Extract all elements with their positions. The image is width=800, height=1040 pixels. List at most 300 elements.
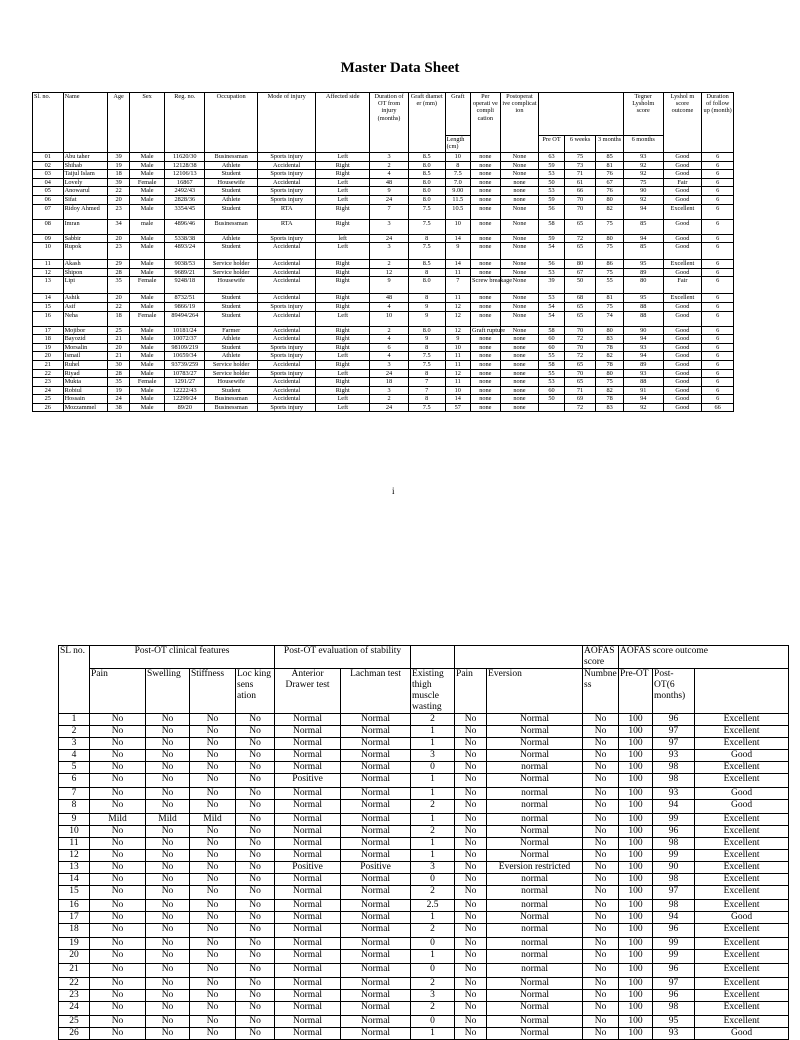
table-cell: 96	[653, 826, 695, 838]
table-cell: Right	[316, 343, 370, 352]
table-cell: Left	[316, 352, 370, 361]
table-cell: 6	[702, 294, 734, 303]
table-cell: 3	[370, 386, 409, 395]
table-cell: 3354/45	[165, 204, 205, 219]
table-cell: Male	[129, 243, 165, 260]
table-cell: 7	[370, 204, 409, 219]
table-cell: No	[455, 850, 487, 862]
table-cell: 55	[539, 369, 564, 378]
table-cell: 29	[108, 260, 129, 269]
table-cell: Excellent	[663, 294, 702, 303]
table-cell: Sports injury	[258, 352, 316, 361]
table-cell: none	[471, 343, 501, 352]
table-cell: 2	[370, 395, 409, 404]
table-cell: 6	[702, 161, 734, 170]
table-cell: Left	[316, 187, 370, 196]
table-row	[59, 990, 789, 1002]
table-cell: none	[471, 268, 501, 277]
table-cell: No	[583, 886, 619, 900]
table-row	[33, 395, 734, 404]
table-cell: 22	[108, 187, 129, 196]
table-cell: none	[500, 395, 539, 404]
table-cell: 72	[564, 403, 596, 412]
table-cell: 91	[623, 386, 663, 395]
table-row	[33, 343, 734, 352]
table-cell: 5	[59, 762, 90, 774]
table-cell: Normal	[275, 788, 341, 800]
table-cell: 8	[445, 161, 470, 170]
table-cell: Male	[129, 326, 165, 335]
table-cell: 97	[653, 726, 695, 738]
table-cell: 100	[619, 1016, 653, 1028]
table-cell: 94	[623, 395, 663, 404]
table-cell: 1	[411, 774, 455, 788]
table-cell: 0	[411, 874, 455, 886]
table-cell: 53	[539, 170, 564, 179]
table-cell: Male	[129, 234, 165, 243]
table-cell: normal	[487, 924, 583, 938]
table-cell: No	[90, 826, 146, 838]
table-cell: 8	[408, 369, 445, 378]
header-duration: Duration of OT from injury (months)	[370, 93, 409, 153]
table-cell: No	[455, 1016, 487, 1028]
table-cell: 1	[411, 838, 455, 850]
table-cell: 8	[408, 294, 445, 303]
table-cell: Athlete	[205, 335, 258, 344]
table-cell: 16	[59, 900, 90, 912]
table-cell: none	[471, 153, 501, 162]
table-cell: 6	[702, 360, 734, 369]
table-cell: 94	[623, 352, 663, 361]
table-cell: Male	[129, 369, 165, 378]
table-cell: 90	[623, 326, 663, 335]
table-cell: 80	[596, 234, 624, 243]
table-row	[59, 874, 789, 886]
table-cell: 75	[596, 302, 624, 311]
table-cell: Asif	[63, 302, 108, 311]
table-row	[59, 950, 789, 964]
table-cell: none	[471, 378, 501, 387]
table-cell: 60	[539, 343, 564, 352]
table-cell: 21	[108, 352, 129, 361]
table-row	[59, 886, 789, 900]
table-cell: No	[455, 938, 487, 950]
table-cell: Normal	[275, 924, 341, 938]
header-follow: Duration of follow up (month)	[702, 93, 734, 153]
table-cell: 8.0	[408, 277, 445, 294]
table-cell: 83	[596, 403, 624, 412]
table-cell: Normal	[275, 850, 341, 862]
table-cell: No	[583, 938, 619, 950]
table-cell: 25	[108, 326, 129, 335]
table-cell: 17	[33, 326, 64, 335]
table-cell: 59	[539, 234, 564, 243]
table-row	[59, 1002, 789, 1016]
table-cell: No	[146, 850, 190, 862]
table-row	[59, 938, 789, 950]
table-cell: No	[455, 726, 487, 738]
table-cell: 97	[653, 886, 695, 900]
table-cell: none	[500, 178, 539, 187]
table-cell: Normal	[341, 978, 411, 990]
table-cell: No	[455, 1028, 487, 1040]
table-cell: Normal	[487, 1028, 583, 1040]
table-cell: none	[471, 302, 501, 311]
table-cell: 100	[619, 714, 653, 726]
table-cell: None	[500, 234, 539, 243]
table-cell: 10	[370, 311, 409, 326]
table-cell: Normal	[487, 850, 583, 862]
table-cell: 14	[33, 294, 64, 303]
table-cell: normal	[487, 900, 583, 912]
table-cell: No	[190, 714, 236, 726]
table-cell: 94	[623, 335, 663, 344]
table-cell: 78	[596, 343, 624, 352]
table-row	[33, 326, 734, 335]
table-cell: No	[146, 788, 190, 800]
table-cell: Excellent	[695, 990, 789, 1002]
table-cell: Excellent	[695, 938, 789, 950]
table-cell: RTA	[258, 204, 316, 219]
table-cell: 13	[59, 862, 90, 874]
table-cell: 6	[702, 378, 734, 387]
table-cell: 9689/21	[165, 268, 205, 277]
table-cell: 7.5	[408, 243, 445, 260]
table-row	[33, 161, 734, 170]
table-cell: Abu taher	[63, 153, 108, 162]
table-cell: 8.5	[408, 170, 445, 179]
table-cell: Normal	[487, 774, 583, 788]
table-cell: Normal	[341, 1002, 411, 1016]
table-cell: Housewife	[205, 178, 258, 187]
table-cell: 6	[702, 268, 734, 277]
table-cell: Good	[663, 343, 702, 352]
table-cell: normal	[487, 886, 583, 900]
table-cell: Rupok	[63, 243, 108, 260]
table-cell: 98	[653, 774, 695, 788]
table-cell: Excellent	[695, 950, 789, 964]
table-cell: Graft rupture	[472, 326, 506, 334]
table-cell: 88	[623, 302, 663, 311]
table-cell: 23	[59, 990, 90, 1002]
table-cell: No	[455, 814, 487, 826]
table-cell: 02	[33, 161, 64, 170]
table-cell: 7.0	[445, 178, 470, 187]
table-cell: Mukta	[63, 378, 108, 387]
table-cell: Female	[129, 277, 165, 294]
table-row	[33, 294, 734, 303]
table-cell: No	[583, 788, 619, 800]
table-cell: No	[583, 838, 619, 850]
table-cell: none	[471, 335, 501, 344]
table-cell: None	[500, 161, 539, 170]
table-cell: No	[190, 826, 236, 838]
table-cell: Normal	[341, 826, 411, 838]
table-cell: 100	[619, 964, 653, 978]
table-cell: 9	[370, 187, 409, 196]
table-cell: Normal	[275, 950, 341, 964]
table-cell: No	[90, 1002, 146, 1016]
table-row	[59, 800, 789, 814]
table-cell: 56	[539, 204, 564, 219]
table-cell: No	[583, 800, 619, 814]
table-cell: 6	[702, 343, 734, 352]
table-cell: Normal	[341, 964, 411, 978]
table-cell: Ruhel	[63, 360, 108, 369]
table-cell: 10181/24	[165, 326, 205, 335]
table-cell: 65	[564, 360, 596, 369]
table-cell: Service holder	[205, 268, 258, 277]
table-cell: normal	[487, 874, 583, 886]
table-cell: Good	[663, 360, 702, 369]
table-cell: Service holder	[205, 369, 258, 378]
table-cell: 98109/219	[165, 343, 205, 352]
table-cell: Athlete	[205, 195, 258, 204]
table-cell: Ridoy Ahmed	[63, 204, 108, 219]
table-cell: 100	[619, 738, 653, 750]
table-row	[59, 838, 789, 850]
header2-locking: Loc king sens ation	[236, 669, 275, 714]
table-cell: 22	[108, 302, 129, 311]
table-cell: 93	[653, 750, 695, 762]
table-cell: 7.5	[408, 204, 445, 219]
table-cell: 9038/53	[165, 260, 205, 269]
table-cell: 10783/27	[165, 369, 205, 378]
table-cell: 2	[59, 726, 90, 738]
table-cell: Student	[205, 386, 258, 395]
table-cell: No	[583, 1028, 619, 1040]
table-cell: Normal	[487, 726, 583, 738]
table-cell: No	[583, 900, 619, 912]
header-3months: 3 months	[596, 136, 624, 153]
table-cell: Businessman	[205, 395, 258, 404]
table-cell: 9	[408, 302, 445, 311]
table-cell: 100	[619, 912, 653, 924]
table-cell: Excellent	[695, 762, 789, 774]
table-cell: No	[90, 964, 146, 978]
header2-swelling: Swelling	[146, 669, 190, 714]
table-cell: 71	[564, 386, 596, 395]
table-cell: 6	[702, 352, 734, 361]
table-cell: No	[455, 964, 487, 978]
table-cell: 96	[653, 714, 695, 726]
table-cell: Good	[663, 161, 702, 170]
table-cell: Normal	[275, 1016, 341, 1028]
table-cell: 98	[653, 874, 695, 886]
table-cell: No	[583, 750, 619, 762]
table-cell: Normal	[341, 750, 411, 762]
table-cell: No	[146, 762, 190, 774]
table-cell: 6	[702, 335, 734, 344]
table-cell: Sports injury	[258, 369, 316, 378]
table-cell: 7	[408, 378, 445, 387]
table-cell: 98	[653, 1002, 695, 1016]
table-cell: Service holder	[205, 360, 258, 369]
table-cell: No	[146, 800, 190, 814]
table-cell: 1	[411, 788, 455, 800]
table-cell: No	[190, 950, 236, 964]
table-cell: Excellent	[695, 978, 789, 990]
table-cell: Right	[316, 378, 370, 387]
header2-blank2	[455, 646, 583, 669]
table-cell: 66	[702, 403, 734, 412]
table-cell: 20	[108, 294, 129, 303]
table-cell: Male	[129, 335, 165, 344]
table-cell: Accidental	[258, 335, 316, 344]
table-cell: No	[90, 726, 146, 738]
table-cell: 0	[411, 938, 455, 950]
table-cell: none	[500, 386, 539, 395]
table-cell: 85	[623, 219, 663, 234]
table-cell: Good	[663, 326, 702, 335]
table-cell: Accidental	[258, 268, 316, 277]
table-cell: none	[471, 195, 501, 204]
table-cell: 6	[702, 234, 734, 243]
table-cell: 07	[33, 204, 64, 219]
table-cell: No	[455, 762, 487, 774]
table-cell: 19	[59, 938, 90, 950]
table-cell: 28	[108, 369, 129, 378]
table-cell: No	[455, 826, 487, 838]
table-cell: none	[471, 187, 501, 196]
table-cell: 99	[653, 814, 695, 826]
table-cell: 67	[564, 268, 596, 277]
table-cell: 12	[445, 302, 470, 311]
table-cell: No	[90, 862, 146, 874]
table-cell: No	[146, 774, 190, 788]
table-cell: normal	[487, 938, 583, 950]
table-cell: Good	[695, 788, 789, 800]
table-cell: Male	[129, 161, 165, 170]
table-cell: Good	[663, 311, 702, 326]
table-cell: 1	[59, 714, 90, 726]
table-cell: No	[236, 938, 275, 950]
table-cell: 28	[108, 268, 129, 277]
table-cell: 68	[564, 294, 596, 303]
table-cell: 93	[653, 788, 695, 800]
table-cell: 26	[33, 403, 64, 412]
table-cell: 24	[370, 369, 409, 378]
table-cell: 39	[108, 153, 129, 162]
table-cell: 54	[539, 302, 564, 311]
table-cell: Sifat	[63, 195, 108, 204]
header-perop: Per operati ve compli cation	[471, 93, 501, 153]
table-cell: 39	[539, 277, 564, 294]
table-cell: 6	[702, 219, 734, 234]
table-cell: 6	[702, 311, 734, 326]
table-cell: No	[190, 924, 236, 938]
table-cell: none	[471, 234, 501, 243]
table-cell: 8.5	[408, 260, 445, 269]
table-cell: None	[500, 311, 539, 326]
table-cell: 1	[411, 738, 455, 750]
table-cell: 70	[564, 343, 596, 352]
table-cell: 14	[445, 395, 470, 404]
table-cell: 16	[33, 311, 64, 326]
table-cell: Normal	[341, 1028, 411, 1040]
table-row	[59, 726, 789, 738]
table-cell: No	[583, 814, 619, 826]
table-cell: Normal	[341, 886, 411, 900]
table-cell: RTA	[258, 219, 316, 234]
table-cell: No	[236, 788, 275, 800]
table-cell: 92	[623, 403, 663, 412]
table-cell: Mojibor	[63, 326, 108, 335]
table-row	[59, 964, 789, 978]
table-cell: No	[236, 738, 275, 750]
table-cell: 22	[33, 369, 64, 378]
table-cell: 20	[108, 234, 129, 243]
table-cell: No	[236, 726, 275, 738]
table-cell: 75	[596, 268, 624, 277]
table-cell: 18	[33, 335, 64, 344]
table-cell: None	[500, 170, 539, 179]
table-cell: 86	[596, 260, 624, 269]
table-cell: 15	[33, 302, 64, 311]
table-cell: No	[190, 738, 236, 750]
table-cell: 97	[653, 978, 695, 990]
table-cell: Excellent	[695, 924, 789, 938]
table-cell: none	[500, 369, 539, 378]
table-cell: No	[236, 774, 275, 788]
table-cell: Normal	[275, 938, 341, 950]
table-cell: 60	[539, 335, 564, 344]
table-cell: 83	[596, 335, 624, 344]
table-cell: No	[236, 990, 275, 1002]
table-row	[33, 153, 734, 162]
table-cell: Normal	[341, 814, 411, 826]
table-cell: 9	[445, 243, 470, 260]
table-cell: No	[583, 774, 619, 788]
table-cell: 1	[411, 814, 455, 826]
table-cell: No	[236, 874, 275, 886]
table-cell: 100	[619, 800, 653, 814]
table-cell: No	[583, 978, 619, 990]
table-cell: No	[583, 912, 619, 924]
table-cell: none	[471, 219, 501, 234]
table-cell: 78	[596, 395, 624, 404]
table-cell: Taijul Islam	[63, 170, 108, 179]
table-cell: Shihab	[63, 161, 108, 170]
table-cell: 94	[623, 204, 663, 219]
table-cell: 72	[564, 234, 596, 243]
table-cell: 12	[445, 326, 470, 335]
table-cell: 38	[108, 403, 129, 412]
table-cell: normal	[487, 800, 583, 814]
table-cell: 14	[445, 234, 470, 243]
table-cell: 8	[408, 343, 445, 352]
table-cell: Male	[129, 395, 165, 404]
table-cell: Normal	[275, 838, 341, 850]
table-cell: none	[471, 204, 501, 219]
table-cell: Accidental	[258, 178, 316, 187]
table-cell: No	[146, 838, 190, 850]
table-cell: Excellent	[695, 850, 789, 862]
table-cell: Male	[129, 204, 165, 219]
table-cell: 54	[539, 311, 564, 326]
table-cell: 100	[619, 900, 653, 912]
header2-preot: Pre-OT	[619, 669, 653, 714]
table-cell: Akash	[63, 260, 108, 269]
table-row	[33, 170, 734, 179]
table-cell: 8732/51	[165, 294, 205, 303]
table-row	[33, 260, 734, 269]
table-cell: Right	[316, 360, 370, 369]
table-cell: 2828/36	[165, 195, 205, 204]
table-cell: 6	[702, 369, 734, 378]
table-cell: No	[90, 912, 146, 924]
table-cell: 55	[596, 277, 624, 294]
